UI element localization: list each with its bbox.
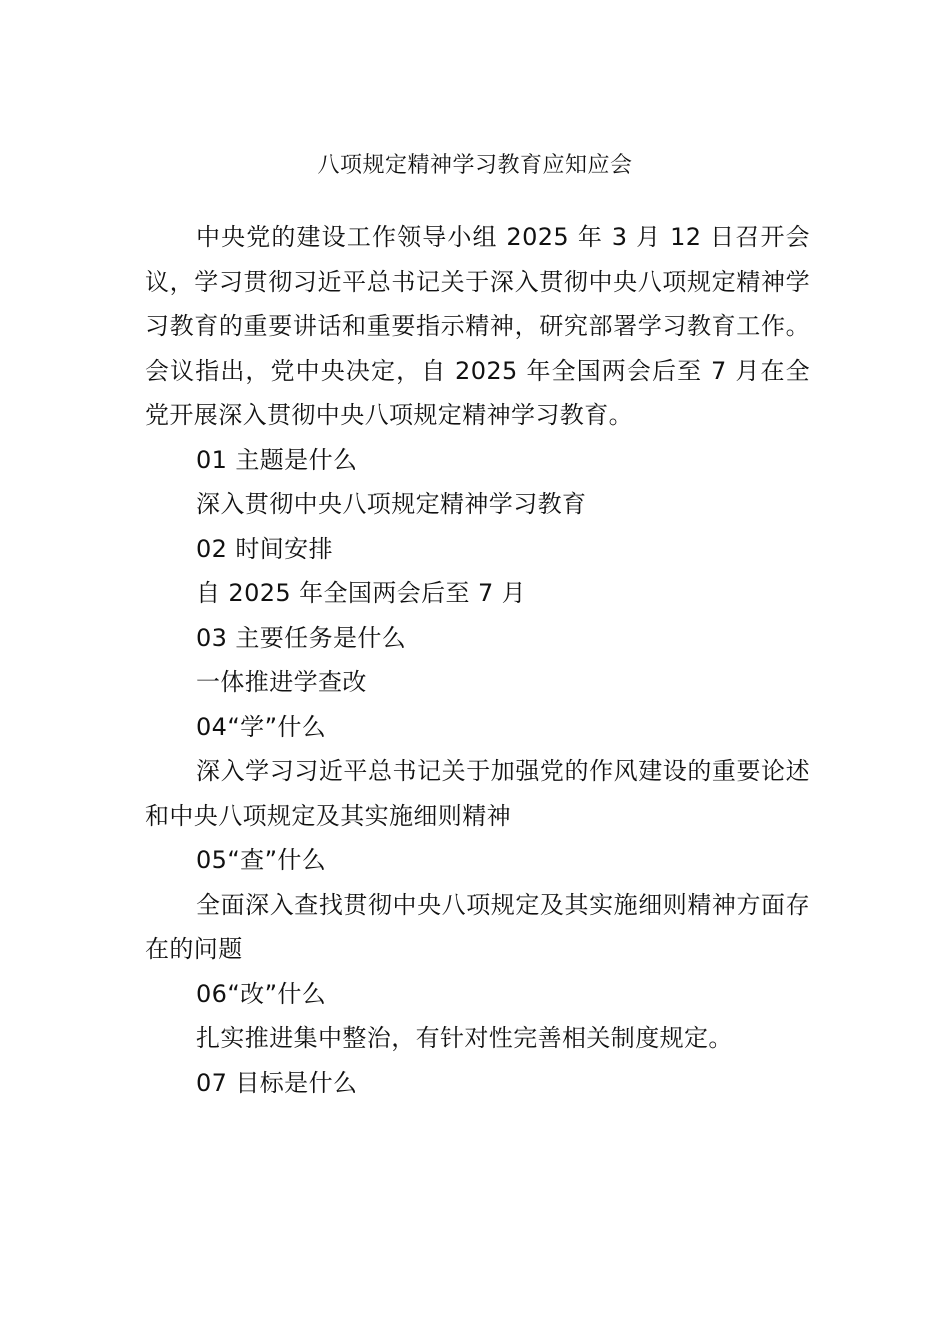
section-heading-04: 04“学”什么 (196, 712, 327, 741)
section-text-01: 深入贯彻中央八项规定精神学习教育 (196, 490, 587, 518)
document-body (145, 215, 810, 1105)
section-text-03: 一体推进学查改 (196, 668, 367, 696)
intro-paragraph: 中央党的建设工作领导小组 2025 年 3 月 12 日召开会议，学习贯彻习近平总书记关于深入贯彻中央八项规定精神学习教育的重要讲话和重要指示精神，研究部署学习教育工作。会议指出，党中央决定，自 2025 年全国两会后至 7 月在全党开展深入贯彻中央八项规定精神学习教育。 (145, 223, 810, 429)
section-heading-06: 06“改”什么 (196, 979, 327, 1008)
section-heading-07: 07 目标是什么 (196, 1068, 358, 1097)
section-text-05: 全面深入查找贯彻中央八项规定及其实施细则精神方面存在的问题 (145, 890, 810, 963)
section-heading-03: 03 主要任务是什么 (196, 623, 407, 652)
section-heading-02: 02 时间安排 (196, 534, 333, 563)
section-text-06: 扎实推进集中整治，有针对性完善相关制度规定。 (196, 1024, 733, 1052)
section-heading-01: 01 主题是什么 (196, 445, 358, 474)
document-title: 八项规定精神学习教育应知应会 (317, 153, 633, 178)
section-text-04: 深入学习习近平总书记关于加强党的作风建设的重要论述和中央八项规定及其实施细则精神 (145, 757, 810, 830)
section-heading-05: 05“查”什么 (196, 846, 327, 874)
section-text-02: 自 2025 年全国两会后至 7 月 (196, 579, 527, 607)
